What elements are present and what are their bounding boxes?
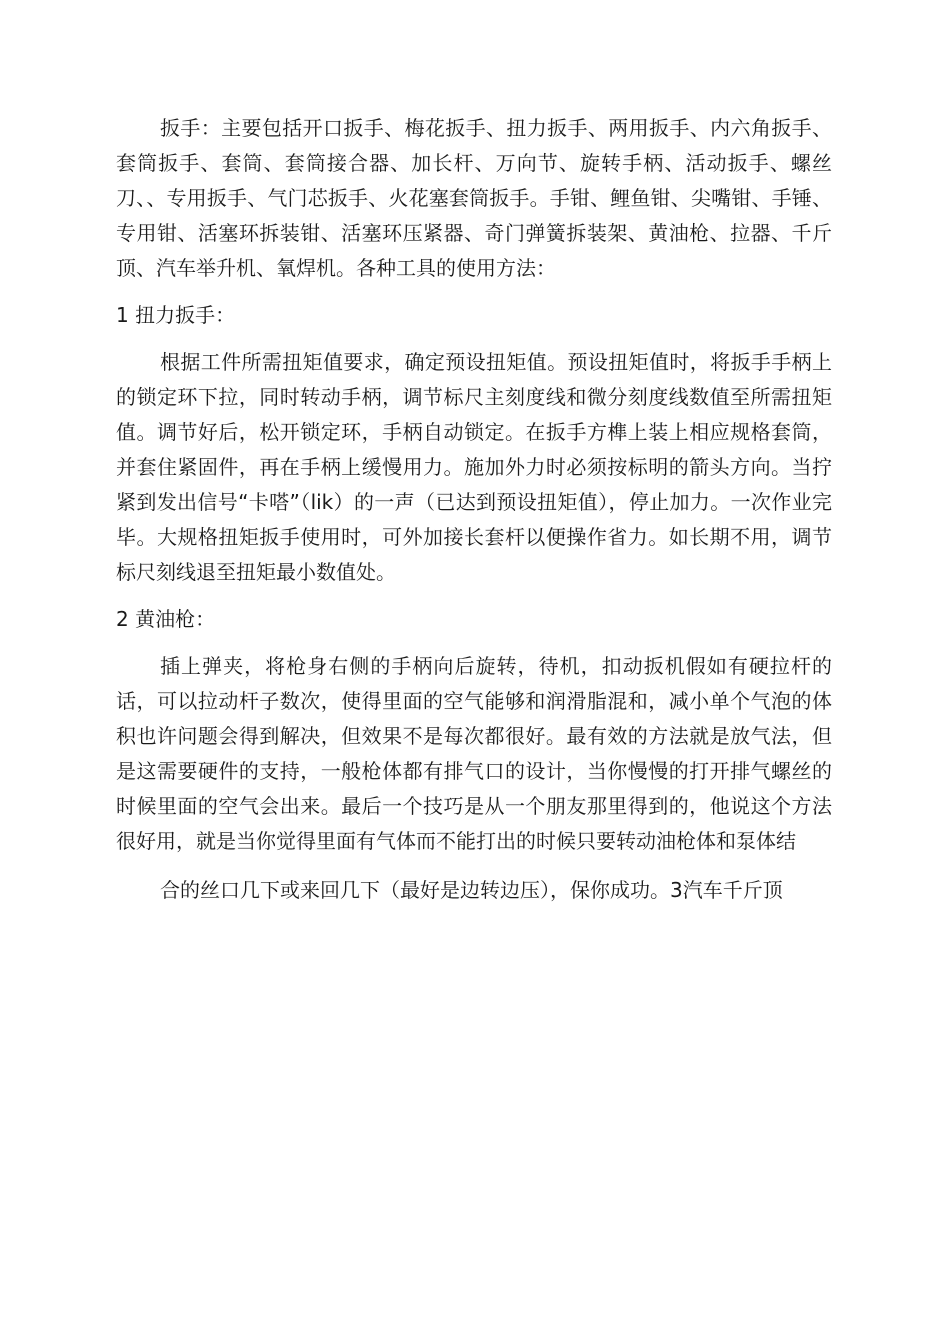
section-heading-grease-gun: 2 黄油枪： — [116, 607, 216, 631]
torque-wrench-paragraph: 根据工件所需扭矩值要求，确定预设扭矩值。预设扭矩值时，将扳手手柄上的锁定环下拉，同时转动手柄，调节标尺主刻度线和微分刻度线数值至所需扭矩值。调节好后，松开锁定环，手柄自动锁定。在扳手方榫上装上相应规格套筒，并套住紧固件，再在手柄上缓慢用力。施加外力时必须按标明的箭头方向。当拧紧到发出信号“卡嗒”（lik）的一声（已达到预设扭矩值），停止加力。一次作业完毕。大规格扭矩扳手使用时，可外加接长套杆以便操作省力。如长期不用，调节标尺刻线退至扭矩最小数值处。 — [116, 350, 832, 584]
intro-paragraph: 扳手：主要包括开口扳手、梅花扳手、扭力扳手、两用扳手、内六角扳手、套筒扳手、套筒、套筒接合器、加长杆、万向节、旋转手柄、活动扳手、螺丝刀、、专用扳手、气门芯扳手、火花塞套筒扳手。手钳、鲤鱼钳、尖嘴钳、手锤、专用钳、活塞环拆装钳、活塞环压紧器、奇门弹簧拆装架、黄油枪、拉器、千斤顶、汽车举升机、氧焊机。各种工具的使用方法： — [116, 116, 832, 280]
continuation-paragraph: 合的丝口几下或来回几下（最好是边转边压），保你成功。3汽车千斤顶 — [160, 878, 783, 902]
grease-gun-paragraph: 插上弹夹，将枪身右侧的手柄向后旋转，待机，扣动扳机假如有硬拉杆的话，可以拉动杆子数次，使得里面的空气能够和润滑脂混和，减小单个气泡的体积也许问题会得到解决，但效果不是每次都很好。最有效的方法就是放气法，但是这需要硬件的支持，一般枪体都有排气口的设计，当你慢慢的打开排气螺丝的时候里面的空气会出来。最后一个技巧是从一个朋友那里得到的，他说这个方法很好用，就是当你觉得里面有气体而不能打出的时候只要转动油枪体和泵体结 — [116, 654, 832, 853]
section-heading-torque-wrench: 1 扭力扳手： — [116, 303, 236, 327]
document-body — [116, 111, 832, 920]
